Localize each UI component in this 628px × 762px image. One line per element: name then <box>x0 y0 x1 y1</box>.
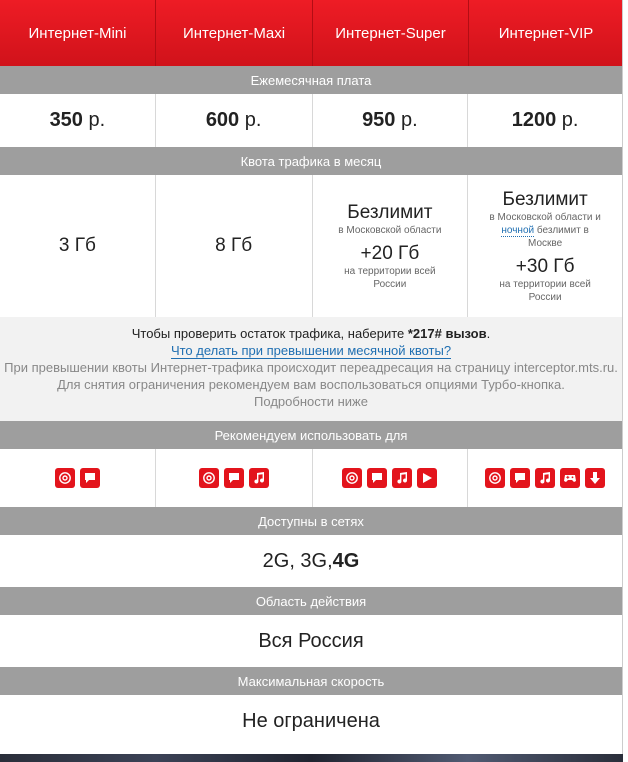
quota-night-line <box>501 224 589 237</box>
quota-cell-maxi <box>156 175 313 317</box>
tariff-tabs <box>0 0 622 66</box>
chat-icon[interactable] <box>367 468 387 488</box>
icons-cell-mini <box>0 449 156 507</box>
price-row <box>0 94 622 147</box>
tab-internet-maxi[interactable] <box>156 0 313 66</box>
price-amount: 350 <box>49 109 83 131</box>
check-suffix: . <box>486 326 491 341</box>
quota-city: Москве <box>528 237 563 249</box>
quota-exceeded-link[interactable]: Что делать при превышении месячной квоты? <box>170 343 452 358</box>
quota-cell-vip <box>468 175 622 317</box>
tab-label: Интернет-Maxi <box>182 24 286 42</box>
traffic-info-block <box>0 317 622 421</box>
quota-extra: +30 Гб <box>515 255 575 277</box>
quota-value: 3 Гб <box>58 235 96 256</box>
tab-label: Интернет-Mini <box>28 24 127 42</box>
games-icon[interactable] <box>560 468 580 488</box>
quota-extra-area: России <box>373 278 407 290</box>
networks-value <box>0 535 622 587</box>
quota-extra-area: на территории всей <box>344 265 436 277</box>
price-cell-vip <box>468 94 622 147</box>
quota-value: 8 Гб <box>215 235 253 256</box>
download-icon[interactable] <box>585 468 605 488</box>
redirect-note: При превышении квоты Интернет-трафика происходит переадресация на страницу interceptor.mts.ru. <box>4 360 618 375</box>
area-value: Вся Россия <box>258 629 364 652</box>
quota-extra-area: России <box>528 291 562 303</box>
quota-unlimited-title: Безлимит <box>347 201 433 223</box>
networks-list: 2G, 3G, <box>262 549 333 572</box>
price-unit: р. <box>395 109 418 131</box>
price-unit: р. <box>556 109 579 131</box>
networks-4g: 4G <box>332 549 360 572</box>
turbo-note: Для снятия ограничения рекомендуем вам воспользоваться опциями Турбо-кнопка. <box>57 377 565 392</box>
icons-cell-maxi <box>156 449 313 507</box>
quota-region: в Московской области и <box>489 211 601 223</box>
tab-internet-super[interactable] <box>313 0 469 66</box>
tab-internet-mini[interactable] <box>0 0 156 66</box>
video-icon[interactable] <box>417 468 437 488</box>
tab-label: Интернет-Super <box>335 24 446 42</box>
chat-icon[interactable] <box>510 468 530 488</box>
check-prefix: Чтобы проверить остаток трафика, наберите <box>131 326 408 341</box>
quota-extra-area: на территории всей <box>499 278 591 290</box>
price-amount: 950 <box>362 109 396 131</box>
check-balance-text <box>0 325 622 342</box>
icons-cell-vip <box>468 449 622 507</box>
music-icon[interactable] <box>249 468 269 488</box>
email-icon[interactable] <box>199 468 219 488</box>
tab-label: Интернет-VIP <box>498 24 594 42</box>
recommended-header: Рекомендуем использовать для <box>0 421 622 449</box>
quota-night-text: безлимит в <box>534 224 589 236</box>
price-amount: 600 <box>205 109 240 131</box>
chat-icon[interactable] <box>80 468 100 488</box>
bottom-decor-strip <box>0 754 623 762</box>
icons-cell-super <box>313 449 469 507</box>
speed-value: Не ограничена <box>242 709 380 732</box>
networks-header: Доступны в сетях <box>0 507 622 535</box>
music-icon[interactable] <box>392 468 412 488</box>
price-amount: 1200 <box>511 109 557 131</box>
tab-internet-vip[interactable] <box>469 0 623 66</box>
ussd-code: *217# вызов <box>407 326 487 341</box>
price-unit: р. <box>239 109 262 131</box>
price-cell-super <box>313 94 469 147</box>
speed-header: Максимальная скорость <box>0 667 622 695</box>
quota-cell-mini <box>0 175 156 317</box>
quota-cell-super <box>313 175 469 317</box>
night-unlimited-link[interactable]: ночной <box>501 224 535 236</box>
quota-region: в Московской области <box>338 224 442 236</box>
details-note: Подробности ниже <box>254 394 368 409</box>
usage-icons-row <box>0 449 622 507</box>
quota-unlimited-title: Безлимит <box>502 188 588 210</box>
price-cell-mini <box>0 94 156 147</box>
quota-extra: +20 Гб <box>360 242 420 264</box>
area-header: Область действия <box>0 587 622 615</box>
email-icon[interactable] <box>485 468 505 488</box>
email-icon[interactable] <box>342 468 362 488</box>
music-icon[interactable] <box>535 468 555 488</box>
price-unit: р. <box>82 109 106 131</box>
quota-row <box>0 175 622 317</box>
monthly-fee-header: Ежемесячная плата <box>0 66 622 94</box>
quota-header: Квота трафика в месяц <box>0 147 622 175</box>
chat-icon[interactable] <box>224 468 244 488</box>
price-cell-maxi <box>156 94 313 147</box>
email-icon[interactable] <box>55 468 75 488</box>
